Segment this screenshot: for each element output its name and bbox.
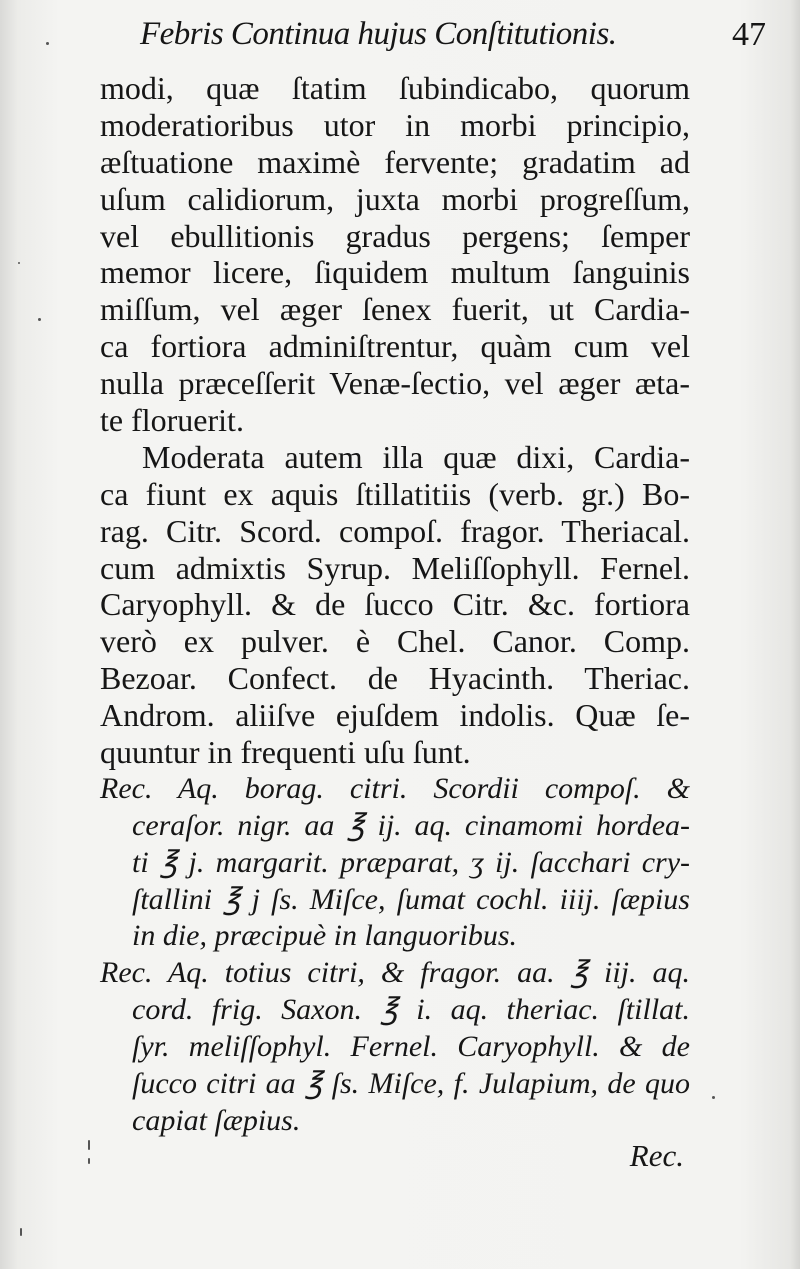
text-line: moderatioribus utor in morbi principio, [100, 106, 690, 143]
recipe-line: Rec. Aq. totius citri, & fragor. aa. ℥ iij. aq. [100, 956, 690, 990]
recipe-line: ſucco citri aa ℥ ſs. Miſce, f. Julapium, de quo [132, 1067, 690, 1101]
catchword: Rec. [629, 1138, 684, 1173]
recipe-line: cord. frig. Saxon. ℥ i. aq. theriac. ſtillat. [132, 993, 690, 1027]
print-speck [38, 318, 41, 321]
text-line: Bezoar. Confect. de Hyacinth. Theriac. [100, 660, 690, 697]
recipe-line: ti ℥ j. margarit. præparat, ʒ ij. ſacchari cry- [132, 845, 690, 879]
text-line: Moderata autem illa quæ dixi, Cardia- [142, 438, 690, 475]
text-line: Androm. aliiſve ejuſdem indolis. Quæ ſe- [100, 697, 690, 734]
print-speck [46, 42, 49, 45]
text-line: memor licere, ſiquidem multum ſanguinis [100, 254, 690, 291]
text-line: miſſum, vel æger ſenex fuerit, ut Cardia- [100, 291, 690, 328]
text-line: uſum calidiorum, juxta morbi progreſſum, [100, 180, 690, 217]
text-line: rag. Citr. Scord. compoſ. fragor. Theriacal. [100, 512, 690, 549]
recipe-line: ſyr. meliſſophyl. Fernel. Caryophyll. & de [132, 1030, 690, 1064]
text-line: quuntur in frequenti uſu ſunt. [100, 734, 471, 771]
page-footer [100, 1138, 684, 1178]
recipe-line: ceraſor. nigr. aa ℥ ij. aq. cinamomi hordea- [132, 808, 690, 842]
text-line: verò ex pulver. è Chel. Canor. Comp. [100, 623, 690, 660]
recipe-line: Rec. Aq. borag. citri. Scordii compoſ. & [100, 771, 690, 805]
text-line: ca fiunt ex aquis ſtillatitiis (verb. gr.) Bo- [100, 475, 690, 512]
page-header [140, 10, 780, 60]
text-line: vel ebullitionis gradus pergens; ſemper [100, 217, 690, 254]
text-line: æſtuatione maximè fervente; gradatim ad [100, 143, 690, 180]
page-number: 47 [732, 16, 766, 53]
body-text [100, 70, 690, 1140]
recipe-line: capiat ſæpius. [132, 1103, 301, 1137]
print-speck [88, 1158, 90, 1164]
text-line: ca fortiora adminiſtrentur, quàm cum vel [100, 328, 690, 365]
print-speck [88, 1140, 90, 1150]
recipe-line: in die, præcipuè in languoribus. [132, 919, 517, 953]
running-title: Febris Continua hujus Conſtitutionis. [140, 16, 617, 52]
text-line: cum admixtis Syrup. Meliſſophyll. Fernel. [100, 549, 690, 586]
text-line: te floruerit. [100, 402, 244, 439]
recipe-line: ſtallini ℥ j ſs. Miſce, ſumat cochl. iiij. ſæpius [132, 882, 690, 916]
print-speck [18, 262, 20, 264]
print-speck [712, 1096, 715, 1099]
text-line: modi, quæ ſtatim ſubindicabo, quorum [100, 70, 690, 106]
text-line: nulla præceſſerit Venæ-ſectio, vel æger æta- [100, 365, 690, 402]
print-speck [20, 1228, 22, 1236]
text-line: Caryophyll. & de ſucco Citr. &c. fortiora [100, 586, 690, 623]
